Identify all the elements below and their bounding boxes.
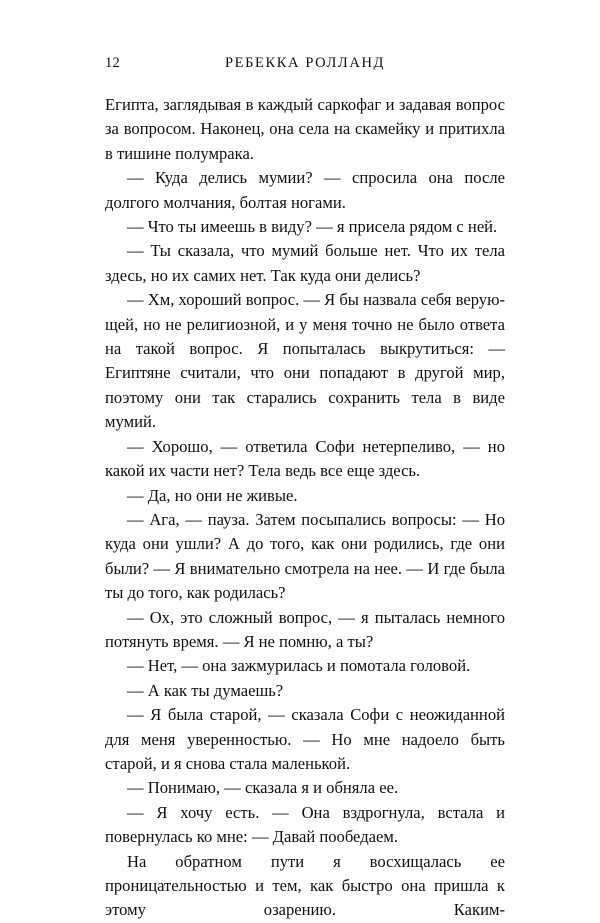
paragraph: — Ты сказала, что мумий больше нет. Что их тела здесь, но их самих нет. Так куда они делись?	[105, 241, 505, 285]
running-head	[105, 55, 505, 75]
paragraph: На обратном пути я восхищалась ее проницательностью и тем, как быстро она пришла к этому озарению. Каким-	[105, 851, 505, 920]
body-text	[105, 93, 505, 923]
paragraph: — Что ты имеешь в виду? — я присела рядом с ней.	[127, 217, 498, 237]
paragraph: — Хорошо, — ответила Софи нетерпеливо, — но какой их части нет? Тела ведь все еще здесь.	[105, 436, 505, 481]
paragraph: Египта, заглядывая в каждый саркофаг и задавая вопрос за вопросом. Наконец, она села на скамейку и притихла в тишине полумрака.	[105, 95, 505, 163]
running-title: РЕБЕККА РОЛЛАНД	[224, 55, 386, 71]
paragraph: — Ага, — пауза. Затем посыпались вопросы: — Но куда они ушли? А до того, как они родились, где они были? — Я внимательно смотрела на нее. — И где была ты до того, как родилась?	[105, 509, 505, 603]
paragraph: — Куда делись мумии? — спросила она после долгого молчания, болтая ногами.	[105, 168, 505, 212]
paragraph: — Да, но они не живые.	[127, 485, 298, 505]
paragraph: — Нет, — она зажмурилась и помотала головой.	[127, 656, 471, 676]
paragraph: — Я была старой, — сказала Софи с неожиданной для меня уверенностью. — Но мне надоело быть старой, и я снова стала маленькой.	[105, 705, 505, 773]
paragraph: — А как ты думаешь?	[127, 680, 284, 700]
paragraph: — Хм, хороший вопрос. — Я бы назвала себя верующей, но не религиозной, и у меня точно не было ответа на такой вопрос. Я попыталась выкрутиться: — Египтяне считали, что они попадают в другой мир, поэтому они так старались сохранить тела в виде мумий.	[105, 290, 505, 432]
page-number: 12	[105, 55, 121, 71]
paragraph: — Я хочу есть. — Она вздрогнула, встала и повернулась ко мне: — Давай пообедаем.	[105, 802, 505, 847]
paragraph: — Ох, это сложный вопрос, — я пыталась немного потянуть время. — Я не помню, а ты?	[105, 607, 505, 651]
paragraph: — Понимаю, — сказала я и обняла ее.	[127, 778, 399, 798]
